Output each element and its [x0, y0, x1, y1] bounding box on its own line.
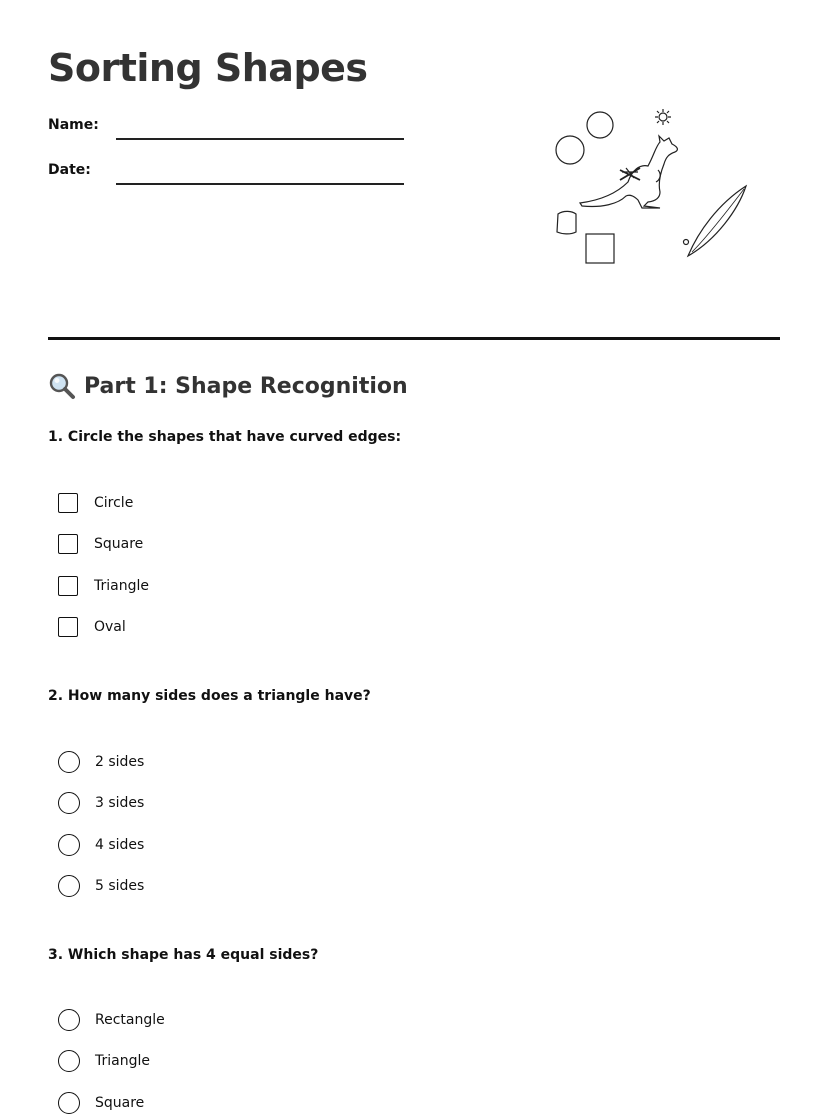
- radio-button[interactable]: [58, 1009, 80, 1031]
- radio-button[interactable]: [58, 1050, 80, 1072]
- kangaroo-icon: [580, 136, 677, 208]
- checkbox[interactable]: [58, 493, 78, 513]
- radio-button[interactable]: [58, 834, 80, 856]
- radio-button[interactable]: [58, 792, 80, 814]
- option-q3-rectangle[interactable]: [58, 1008, 165, 1032]
- part1-heading-text: Part 1: Shape Recognition: [84, 373, 408, 399]
- option-label: 5 sides: [95, 878, 145, 894]
- option-label: Rectangle: [95, 1012, 165, 1028]
- date-line: [116, 183, 404, 185]
- radio-button[interactable]: [58, 1092, 80, 1114]
- page-title: Sorting Shapes: [48, 46, 368, 90]
- section-divider: [48, 337, 780, 340]
- sun-icon: [655, 109, 671, 125]
- option-label: Circle: [94, 495, 134, 511]
- option-q1-square[interactable]: [58, 532, 143, 556]
- checkbox[interactable]: [58, 534, 78, 554]
- circle-shape-icon: [587, 112, 613, 138]
- option-label: Triangle: [94, 578, 149, 594]
- option-label: Oval: [94, 619, 126, 635]
- radio-button[interactable]: [58, 875, 80, 897]
- option-q2-4-sides[interactable]: [58, 833, 144, 857]
- checkbox[interactable]: [58, 617, 78, 637]
- option-q2-2-sides[interactable]: [58, 750, 144, 774]
- shapes-illustration: [548, 100, 758, 275]
- option-q2-5-sides[interactable]: [58, 874, 144, 898]
- option-label: 3 sides: [95, 795, 145, 811]
- square-shape-icon: [586, 234, 614, 263]
- name-label: Name:: [48, 117, 99, 133]
- magnifier-icon: [48, 372, 76, 400]
- option-label: Square: [94, 536, 144, 552]
- question-2: 2. How many sides does a triangle have?: [48, 688, 371, 704]
- checkbox[interactable]: [58, 576, 78, 596]
- option-label: Square: [95, 1095, 145, 1111]
- question-1: 1. Circle the shapes that have curved edges:: [48, 429, 402, 445]
- circle-shape-icon: [556, 136, 584, 164]
- option-q1-oval[interactable]: [58, 615, 126, 639]
- date-label: Date:: [48, 162, 91, 178]
- option-q3-triangle[interactable]: [58, 1049, 150, 1073]
- rounded-square-icon: [557, 211, 576, 234]
- option-q2-3-sides[interactable]: [58, 791, 144, 815]
- surfboard-icon: [684, 186, 747, 256]
- option-q1-triangle[interactable]: [58, 574, 149, 598]
- name-line: [116, 138, 404, 140]
- option-label: Triangle: [95, 1053, 150, 1069]
- radio-button[interactable]: [58, 751, 80, 773]
- option-q1-circle[interactable]: [58, 491, 133, 515]
- part1-heading: [48, 372, 408, 400]
- option-label: 4 sides: [95, 837, 145, 853]
- option-q3-square[interactable]: [58, 1091, 144, 1115]
- question-3: 3. Which shape has 4 equal sides?: [48, 947, 319, 963]
- option-label: 2 sides: [95, 754, 145, 770]
